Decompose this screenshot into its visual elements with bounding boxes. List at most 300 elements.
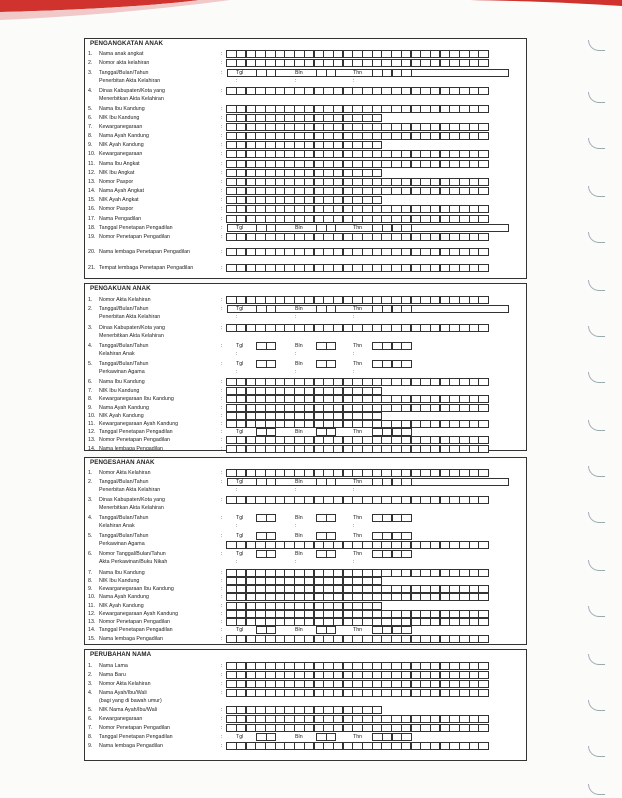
cell-boxes[interactable]	[257, 360, 276, 368]
colon: :	[221, 578, 223, 584]
row-number: 19.	[88, 234, 96, 240]
section-title: PENGAKUAN ANAK	[90, 285, 151, 292]
day-label: Tgl :	[236, 70, 244, 84]
row-sublabel: Perkawinan Agama	[99, 541, 145, 547]
row-number: 1.	[88, 663, 93, 669]
row-sublabel: Menerbitkan Akta Kelahiran	[99, 505, 164, 511]
row-label: Kewarganegaraan	[99, 151, 143, 157]
cell-boxes[interactable]	[227, 662, 489, 670]
row-label: NIK Ibu Kandung	[99, 388, 140, 394]
cell-boxes[interactable]	[373, 342, 412, 350]
cell-boxes[interactable]	[227, 671, 489, 679]
colon: :	[221, 437, 223, 443]
cell-boxes[interactable]	[227, 689, 489, 697]
cell-boxes[interactable]	[227, 569, 489, 577]
row-number: 11.	[88, 161, 95, 167]
form-row	[85, 224, 526, 233]
colon: :	[221, 297, 223, 303]
year-label: Thn :	[353, 551, 363, 565]
row-number: 12.	[88, 429, 96, 435]
row-number: 8.	[88, 396, 93, 402]
cell-boxes[interactable]	[227, 404, 489, 412]
binder-ring-icon	[588, 186, 605, 197]
row-number: 3.	[88, 681, 93, 687]
char-cell[interactable]	[478, 105, 489, 113]
char-cell[interactable]	[478, 378, 489, 386]
colon: :	[221, 636, 223, 642]
cell-boxes[interactable]	[227, 412, 382, 420]
cell-boxes[interactable]	[227, 233, 489, 241]
char-cell[interactable]	[326, 532, 337, 540]
cell-boxes[interactable]	[317, 626, 336, 634]
colon: :	[221, 663, 223, 669]
char-cell[interactable]	[266, 626, 277, 634]
char-cell[interactable]	[326, 342, 337, 350]
char-cell[interactable]	[478, 178, 489, 186]
row-number: 1.	[88, 51, 93, 57]
char-cell[interactable]	[372, 169, 383, 177]
cell-boxes[interactable]	[257, 514, 276, 522]
row-label: Nama Pengadilan	[99, 216, 142, 222]
binder-ring-icon	[588, 784, 605, 795]
row-number: 5.	[88, 361, 93, 367]
cell-boxes[interactable]	[257, 532, 276, 540]
form-row	[85, 550, 526, 565]
row-number: 5.	[88, 533, 93, 539]
char-cell[interactable]	[478, 635, 489, 643]
cell-boxes[interactable]	[317, 428, 336, 436]
year-label: Thn :	[353, 479, 363, 493]
row-number: 15.	[88, 197, 96, 203]
char-cell[interactable]	[266, 514, 277, 522]
day-label: Tgl	[236, 533, 244, 539]
row-number: 8.	[88, 578, 93, 584]
colon: :	[221, 388, 223, 394]
row-label: Tanggal/Bulan/Tahun	[99, 70, 149, 76]
row-number: 9.	[88, 405, 93, 411]
row-number: 1.	[88, 297, 93, 303]
char-cell[interactable]	[478, 618, 489, 626]
row-label: Tanggal/Bulan/Tahun	[99, 306, 149, 312]
row-number: 8.	[88, 133, 93, 139]
char-cell[interactable]	[478, 264, 489, 272]
cell-boxes[interactable]	[227, 196, 382, 204]
char-cell[interactable]	[478, 680, 489, 688]
row-label: Dinas Kabupaten/Kota yang	[99, 325, 165, 331]
cell-boxes[interactable]	[227, 706, 382, 714]
day-label: Tgl :	[236, 479, 244, 493]
date-frame	[227, 478, 509, 486]
cell-boxes[interactable]	[227, 395, 489, 403]
char-cell[interactable]	[478, 436, 489, 444]
year-label: Thn :	[353, 515, 363, 529]
char-cell[interactable]	[478, 610, 489, 618]
char-cell[interactable]	[478, 296, 489, 304]
year-label: Thn	[353, 429, 363, 435]
row-sublabel: Penerbitan Akta Kelahiran	[99, 78, 161, 84]
char-cell[interactable]	[478, 248, 489, 256]
cell-boxes[interactable]	[227, 50, 489, 58]
row-number: 21.	[88, 265, 96, 271]
row-number: 4.	[88, 88, 93, 94]
row-number: 6.	[88, 716, 93, 722]
row-label: Kewarganegaraan Ibu Kandung	[99, 396, 174, 402]
cell-boxes[interactable]	[227, 114, 382, 122]
row-label: NIK Ayah Kandung	[99, 603, 144, 609]
form-row	[85, 342, 526, 357]
row-number: 16.	[88, 206, 96, 212]
cell-boxes[interactable]	[373, 360, 412, 368]
form-row	[85, 150, 526, 159]
form-row	[85, 50, 526, 59]
char-cell[interactable]	[478, 50, 489, 58]
char-cell[interactable]	[478, 742, 489, 750]
section-title: PERUBAHAN NAMA	[90, 651, 152, 658]
row-label: Nama Ibu Kandung	[99, 379, 145, 385]
colon: :	[221, 446, 223, 452]
colon: :	[221, 551, 223, 557]
cell-boxes[interactable]	[373, 550, 412, 558]
form-row	[85, 706, 526, 715]
cell-boxes[interactable]	[373, 626, 412, 634]
char-cell[interactable]	[266, 733, 277, 741]
cell-boxes[interactable]	[227, 593, 489, 601]
char-cell[interactable]	[478, 160, 489, 168]
form-row	[85, 296, 526, 305]
colon: :	[221, 161, 223, 167]
cell-boxes[interactable]	[317, 342, 336, 350]
month-label: Bln	[295, 533, 303, 539]
char-cell[interactable]	[478, 150, 489, 158]
form-row	[85, 59, 526, 68]
row-number: 6.	[88, 379, 93, 385]
char-cell[interactable]	[372, 141, 383, 149]
row-label: Nama lembaga Pengadilan	[99, 446, 163, 452]
row-sublabel: Kelahiran Anak	[99, 351, 135, 357]
form-row	[85, 87, 526, 102]
char-cell[interactable]	[326, 550, 337, 558]
form-row	[85, 324, 526, 339]
char-cell[interactable]	[478, 395, 489, 403]
char-cell[interactable]	[478, 671, 489, 679]
cell-boxes[interactable]	[257, 550, 276, 558]
cell-boxes[interactable]	[227, 150, 489, 158]
row-label: Nama Ibu Angkat	[99, 161, 140, 167]
char-cell[interactable]	[266, 428, 277, 436]
row-label: Tanggal Penetapan Pengadilan	[99, 627, 173, 633]
char-cell[interactable]	[401, 550, 412, 558]
row-number: 5.	[88, 707, 93, 713]
row-label: NIK Ayah Kandung	[99, 413, 144, 419]
char-cell[interactable]	[401, 733, 412, 741]
row-number: 13.	[88, 437, 96, 443]
colon: :	[221, 594, 223, 600]
cell-boxes[interactable]	[227, 680, 489, 688]
cell-boxes[interactable]	[227, 496, 489, 504]
cell-boxes[interactable]	[227, 87, 489, 95]
char-cell[interactable]	[478, 205, 489, 213]
cell-boxes[interactable]	[227, 123, 489, 131]
char-cell[interactable]	[478, 585, 489, 593]
cell-boxes[interactable]	[227, 445, 489, 453]
year-label: Thn :	[353, 306, 363, 320]
row-number: 13.	[88, 179, 96, 185]
cell-boxes[interactable]	[227, 105, 489, 113]
date-frame	[227, 305, 509, 313]
row-number: 12.	[88, 170, 96, 176]
row-number: 2.	[88, 306, 93, 312]
binder-ring-icon	[588, 466, 605, 477]
cell-boxes[interactable]	[227, 610, 489, 618]
colon: :	[221, 570, 223, 576]
cell-boxes[interactable]	[227, 577, 382, 585]
cell-boxes[interactable]	[373, 532, 412, 540]
form-row	[85, 264, 526, 273]
colon: :	[221, 627, 223, 633]
month-label: Bln :	[295, 479, 303, 493]
char-cell[interactable]	[266, 550, 277, 558]
cell-boxes[interactable]	[257, 733, 276, 741]
char-cell[interactable]	[401, 626, 412, 634]
colon: :	[221, 60, 223, 66]
cell-boxes[interactable]	[257, 428, 276, 436]
char-cell[interactable]	[266, 360, 277, 368]
char-cell[interactable]	[266, 532, 277, 540]
row-label: NIK Ayah Angkat	[99, 197, 139, 203]
row-number: 2.	[88, 60, 93, 66]
row-number: 9.	[88, 586, 93, 592]
colon: :	[221, 734, 223, 740]
char-cell[interactable]	[478, 123, 489, 131]
char-cell[interactable]	[401, 532, 412, 540]
cell-boxes[interactable]	[227, 169, 382, 177]
month-label: Bln :	[295, 306, 303, 320]
row-label: Tanggal/Bulan/Tahun	[99, 343, 149, 349]
row-sublabel: Penerbitan Akta Kelahiran	[99, 314, 161, 320]
colon: :	[221, 379, 223, 385]
char-cell[interactable]	[478, 132, 489, 140]
cell-boxes[interactable]	[227, 378, 489, 386]
day-label: Tgl :	[236, 306, 244, 320]
char-cell[interactable]	[478, 541, 489, 549]
char-cell[interactable]	[401, 342, 412, 350]
cell-boxes[interactable]	[227, 420, 489, 428]
cell-boxes[interactable]	[373, 733, 412, 741]
row-label: Nama Ibu Kandung	[99, 570, 145, 576]
char-cell[interactable]	[478, 496, 489, 504]
char-cell[interactable]	[266, 342, 277, 350]
form-row	[85, 123, 526, 132]
row-label: Tanggal/Bulan/Tahun	[99, 361, 149, 367]
cell-boxes[interactable]	[257, 342, 276, 350]
cell-boxes[interactable]	[227, 264, 489, 272]
cell-boxes[interactable]	[227, 618, 489, 626]
cell-boxes[interactable]	[373, 428, 412, 436]
cell-boxes[interactable]	[227, 187, 489, 195]
binder-rings	[580, 0, 614, 798]
row-number: 4.	[88, 690, 93, 696]
char-cell[interactable]	[478, 420, 489, 428]
row-label: Nama Ayah Kandung	[99, 133, 149, 139]
char-cell[interactable]	[478, 215, 489, 223]
colon: :	[221, 106, 223, 112]
cell-boxes[interactable]	[227, 602, 382, 610]
cell-boxes[interactable]	[317, 532, 336, 540]
year-label: Thn	[353, 533, 363, 539]
month-label: Bln	[295, 225, 303, 231]
cell-boxes[interactable]	[227, 585, 489, 593]
cell-boxes[interactable]	[227, 715, 489, 723]
cell-boxes[interactable]	[227, 436, 489, 444]
row-label: NIK Ibu Kandung	[99, 578, 140, 584]
colon: :	[221, 429, 223, 435]
row-sublabel: (bagi yang di bawah umur)	[99, 698, 162, 704]
colon: :	[221, 405, 223, 411]
month-label: Bln	[295, 627, 303, 633]
char-cell[interactable]	[372, 114, 383, 122]
char-cell[interactable]	[478, 445, 489, 453]
colon: :	[221, 413, 223, 419]
char-cell[interactable]	[326, 514, 337, 522]
char-cell[interactable]	[478, 593, 489, 601]
form-row	[85, 680, 526, 689]
char-cell[interactable]	[401, 428, 412, 436]
binder-ring-icon	[588, 138, 605, 149]
cell-boxes[interactable]	[227, 541, 489, 549]
cell-boxes[interactable]	[317, 733, 336, 741]
char-cell[interactable]	[326, 626, 337, 634]
colon: :	[221, 681, 223, 687]
colon: :	[221, 206, 223, 212]
cell-boxes[interactable]	[227, 59, 489, 67]
cell-boxes[interactable]	[227, 635, 489, 643]
date-frame	[227, 224, 509, 232]
cell-boxes[interactable]	[227, 248, 489, 256]
cell-boxes[interactable]	[227, 724, 489, 732]
month-label: Bln :	[295, 551, 303, 565]
char-cell[interactable]	[326, 428, 337, 436]
day-label: Tgl :	[236, 361, 244, 375]
char-cell[interactable]	[478, 233, 489, 241]
char-cell[interactable]	[401, 514, 412, 522]
row-label: Tanggal Penetapan Pengadilan	[99, 429, 173, 435]
cell-boxes[interactable]	[227, 387, 382, 395]
char-cell[interactable]	[478, 469, 489, 477]
colon: :	[221, 88, 223, 94]
char-cell[interactable]	[478, 689, 489, 697]
cell-boxes[interactable]	[227, 215, 489, 223]
row-label: Tanggal/Bulan/Tahun	[99, 515, 149, 521]
char-cell[interactable]	[401, 360, 412, 368]
row-number: 8.	[88, 734, 93, 740]
row-number: 10.	[88, 594, 96, 600]
char-cell[interactable]	[478, 87, 489, 95]
cell-boxes[interactable]	[227, 160, 489, 168]
char-cell[interactable]	[372, 196, 383, 204]
colon: :	[221, 142, 223, 148]
section-perubahan	[84, 649, 527, 761]
char-cell[interactable]	[478, 404, 489, 412]
binder-ring-icon	[588, 700, 605, 711]
char-cell[interactable]	[478, 715, 489, 723]
cell-boxes[interactable]	[317, 514, 336, 522]
year-label: Thn :	[353, 70, 363, 84]
char-cell[interactable]	[372, 577, 383, 585]
row-number: 10.	[88, 413, 96, 419]
form-row	[85, 742, 526, 751]
char-cell[interactable]	[326, 733, 337, 741]
char-cell[interactable]	[478, 569, 489, 577]
colon: :	[221, 497, 223, 503]
cell-boxes[interactable]	[317, 550, 336, 558]
binder-ring-icon	[588, 232, 605, 243]
row-label: NIK Ibu Kandung	[99, 115, 140, 121]
char-cell[interactable]	[326, 360, 337, 368]
row-number: 1.	[88, 470, 93, 476]
char-cell[interactable]	[478, 662, 489, 670]
char-cell[interactable]	[478, 324, 489, 332]
cell-boxes[interactable]	[227, 141, 382, 149]
row-label: Dinas Kabupaten/Kota yang	[99, 88, 165, 94]
form-row	[85, 445, 526, 454]
cell-boxes[interactable]	[257, 626, 276, 634]
cell-boxes[interactable]	[227, 742, 489, 750]
day-label: Tgl	[236, 734, 244, 740]
cell-boxes[interactable]	[227, 132, 489, 140]
colon: :	[221, 306, 223, 312]
row-number: 15.	[88, 636, 96, 642]
cell-boxes[interactable]	[317, 360, 336, 368]
char-cell[interactable]	[372, 602, 383, 610]
row-number: 4.	[88, 515, 93, 521]
colon: :	[221, 265, 223, 271]
cell-boxes[interactable]	[227, 296, 489, 304]
year-label: Thn	[353, 627, 363, 633]
char-cell[interactable]	[478, 724, 489, 732]
row-label: Kewarganegaraan Ayah Kandung	[99, 611, 179, 617]
row-label: Nama anak angkat	[99, 51, 144, 57]
cell-boxes[interactable]	[227, 178, 489, 186]
row-label: Nomor Penetapan Pengadilan	[99, 725, 170, 731]
cell-boxes[interactable]	[227, 324, 489, 332]
colon: :	[221, 396, 223, 402]
colon: :	[221, 70, 223, 76]
colon: :	[221, 115, 223, 121]
row-number: 14.	[88, 446, 96, 452]
char-cell[interactable]	[478, 59, 489, 67]
colon: :	[221, 151, 223, 157]
binder-ring-icon	[588, 40, 605, 51]
char-cell[interactable]	[372, 412, 383, 420]
char-cell[interactable]	[478, 187, 489, 195]
form-row	[85, 496, 526, 511]
month-label: Bln :	[295, 70, 303, 84]
char-cell[interactable]	[372, 706, 383, 714]
cell-boxes[interactable]	[227, 205, 489, 213]
colon: :	[221, 421, 223, 427]
row-label: Nama lembaga Pengadilan	[99, 636, 163, 642]
form-row	[85, 593, 526, 602]
row-number: 20.	[88, 249, 96, 255]
cell-boxes[interactable]	[373, 514, 412, 522]
row-number: 3.	[88, 325, 93, 331]
cell-boxes[interactable]	[227, 469, 489, 477]
char-cell[interactable]	[372, 387, 383, 395]
row-label: Tempat lembaga Penetapan Pengadilan	[99, 265, 194, 271]
row-label: Kewarganegaraan Ibu Kandung	[99, 586, 174, 592]
row-label: Nomor Paspor	[99, 206, 134, 212]
colon: :	[221, 51, 223, 57]
